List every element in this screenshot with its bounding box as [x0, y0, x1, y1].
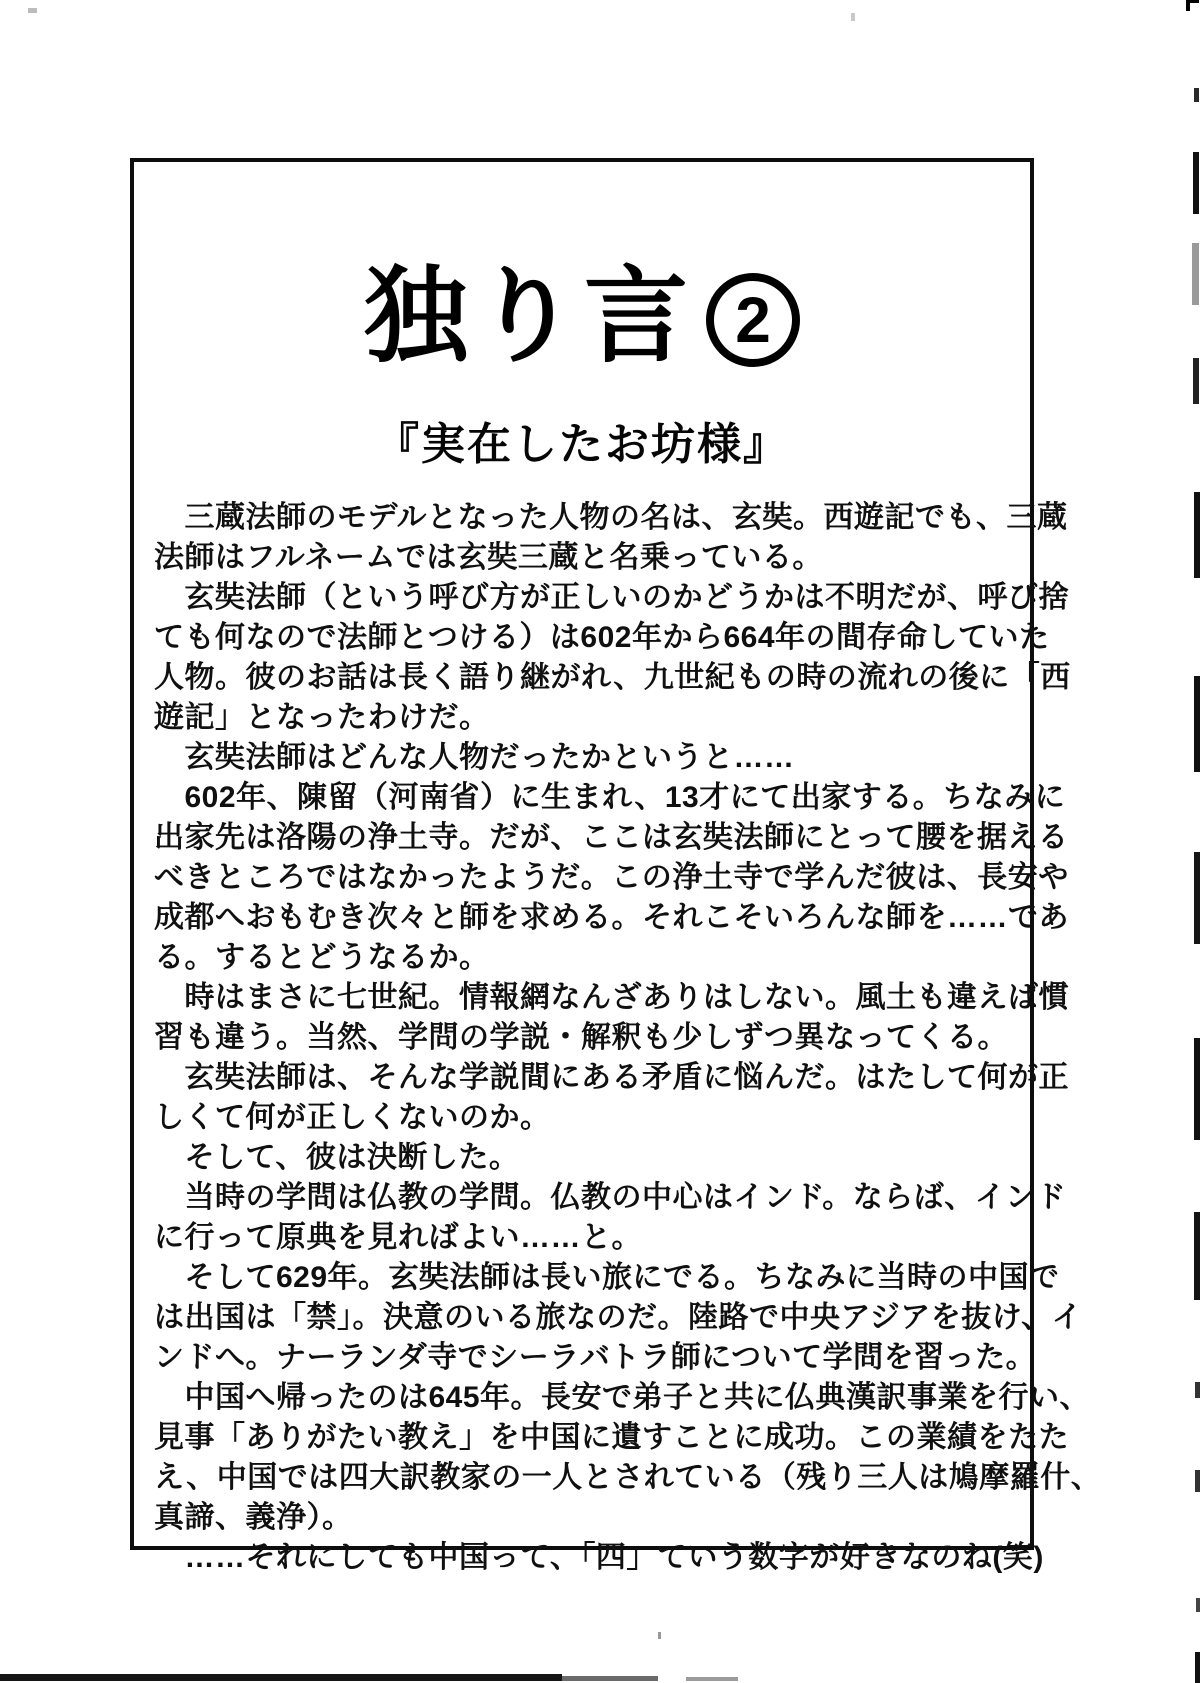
scan-artifact — [1194, 676, 1200, 772]
scan-artifact — [1194, 1038, 1200, 1140]
scan-speck — [851, 13, 855, 21]
text-line: そして629年。玄奘法師は長い旅にでる。ちなみに当時の中国で — [154, 1261, 1060, 1294]
text-line: 玄奘法師はどんな人物だったかというと…… — [154, 741, 795, 774]
text-line: 602年、陳留（河南省）に生まれ、13才にて出家する。ちなみに — [154, 781, 1066, 814]
text-line: は出国は「禁」。決意のいる旅なのだ。陸路で中央アジアを抜け、イ — [154, 1301, 1083, 1334]
text-line: 成都へおもむき次々と師を求める。それこそいろんな師を……であ — [154, 901, 1069, 934]
text-line: そして、彼は決断した。 — [154, 1141, 520, 1174]
scan-artifact-bottom-line — [562, 1676, 658, 1681]
scan-speck — [658, 1632, 661, 1639]
text-line: ても何なので法師とつける）は602年から664年の間存命していた — [154, 621, 1050, 654]
text-line: 人物。彼のお話は長く語り継がれ、九世紀もの時の流れの後に「西 — [154, 661, 1071, 694]
text-line: に行って原典を見ればよい……と。 — [154, 1221, 642, 1254]
scan-artifact — [1195, 1652, 1200, 1683]
text-line: る。するとどうなるか。 — [154, 941, 490, 974]
scan-artifact — [1194, 1212, 1200, 1300]
text-line: 玄奘法師（という呼び方が正しいのかどうかは不明だが、呼び捨 — [154, 581, 1069, 614]
scan-artifact — [1195, 1470, 1200, 1492]
text-line: 習も違う。当然、学問の学説・解釈も少しずつ異なってくる。 — [154, 1021, 1008, 1054]
title-circle-number: 2 — [706, 273, 800, 367]
scan-artifact — [1194, 88, 1199, 102]
text-line: 見事「ありがたい教え」を中国に遺すことに成功。この業績をたた — [154, 1421, 1069, 1454]
text-line: 出家先は洛陽の浄土寺。だが、ここは玄奘法師にとって腰を据える — [154, 821, 1069, 854]
scan-artifact — [1195, 1382, 1200, 1398]
scan-artifact — [1193, 358, 1199, 404]
scan-speck — [28, 8, 37, 13]
scan-artifact-bottom-line — [0, 1674, 562, 1681]
text-line: ンドへ。ナーランダ寺でシーラバトラ師について学問を習った。 — [154, 1341, 1037, 1374]
page-subtitle: 『実在したお坊様』 — [375, 420, 789, 469]
page-title-text: 独り言 — [363, 259, 694, 375]
scan-artifact-corner — [1186, 0, 1199, 11]
text-line: え、中国では四大訳教家の一人とされている（残り三人は鳩摩羅什、 — [154, 1461, 1102, 1494]
scan-artifact-bottom-line — [686, 1677, 738, 1681]
text-line: 時はまさに七世紀。情報網なんざありはしない。風土も違えば慣 — [154, 981, 1069, 1014]
text-line: 玄奘法師は、そんな学説間にある矛盾に悩んだ。はたして何が正 — [154, 1061, 1069, 1094]
page-title — [134, 232, 1030, 382]
scan-artifact — [1194, 852, 1200, 944]
text-line: しくて何が正しくないのか。 — [154, 1101, 551, 1134]
text-line: 遊記」となったわけだ。 — [154, 701, 490, 734]
scan-artifact — [1196, 1598, 1200, 1612]
scan-artifact — [1192, 243, 1199, 305]
page-frame — [130, 158, 1102, 1574]
text-line: 法師はフルネームでは玄奘三蔵と名乗っている。 — [154, 541, 823, 574]
text-line: 中国へ帰ったのは645年。長安で弟子と共に仏典漢訳事業を行い、 — [154, 1381, 1091, 1414]
text-line: 三蔵法師のモデルとなった人物の名は、玄奘。西遊記でも、三蔵 — [154, 501, 1068, 534]
text-line: べきところではなかったようだ。この浄土寺で学んだ彼は、長安や — [154, 861, 1069, 894]
scan-artifact — [1193, 152, 1199, 214]
scan-artifact — [1194, 492, 1200, 578]
text-line: 当時の学問は仏教の学問。仏教の中心はインド。ならば、インド — [154, 1181, 1067, 1214]
text-line: ……それにしても中国って、「四」ていう数字が好きなのね(笑) — [154, 1541, 1044, 1574]
body-text — [154, 498, 1102, 1578]
text-line: 真諦、義浄）。 — [154, 1501, 353, 1534]
